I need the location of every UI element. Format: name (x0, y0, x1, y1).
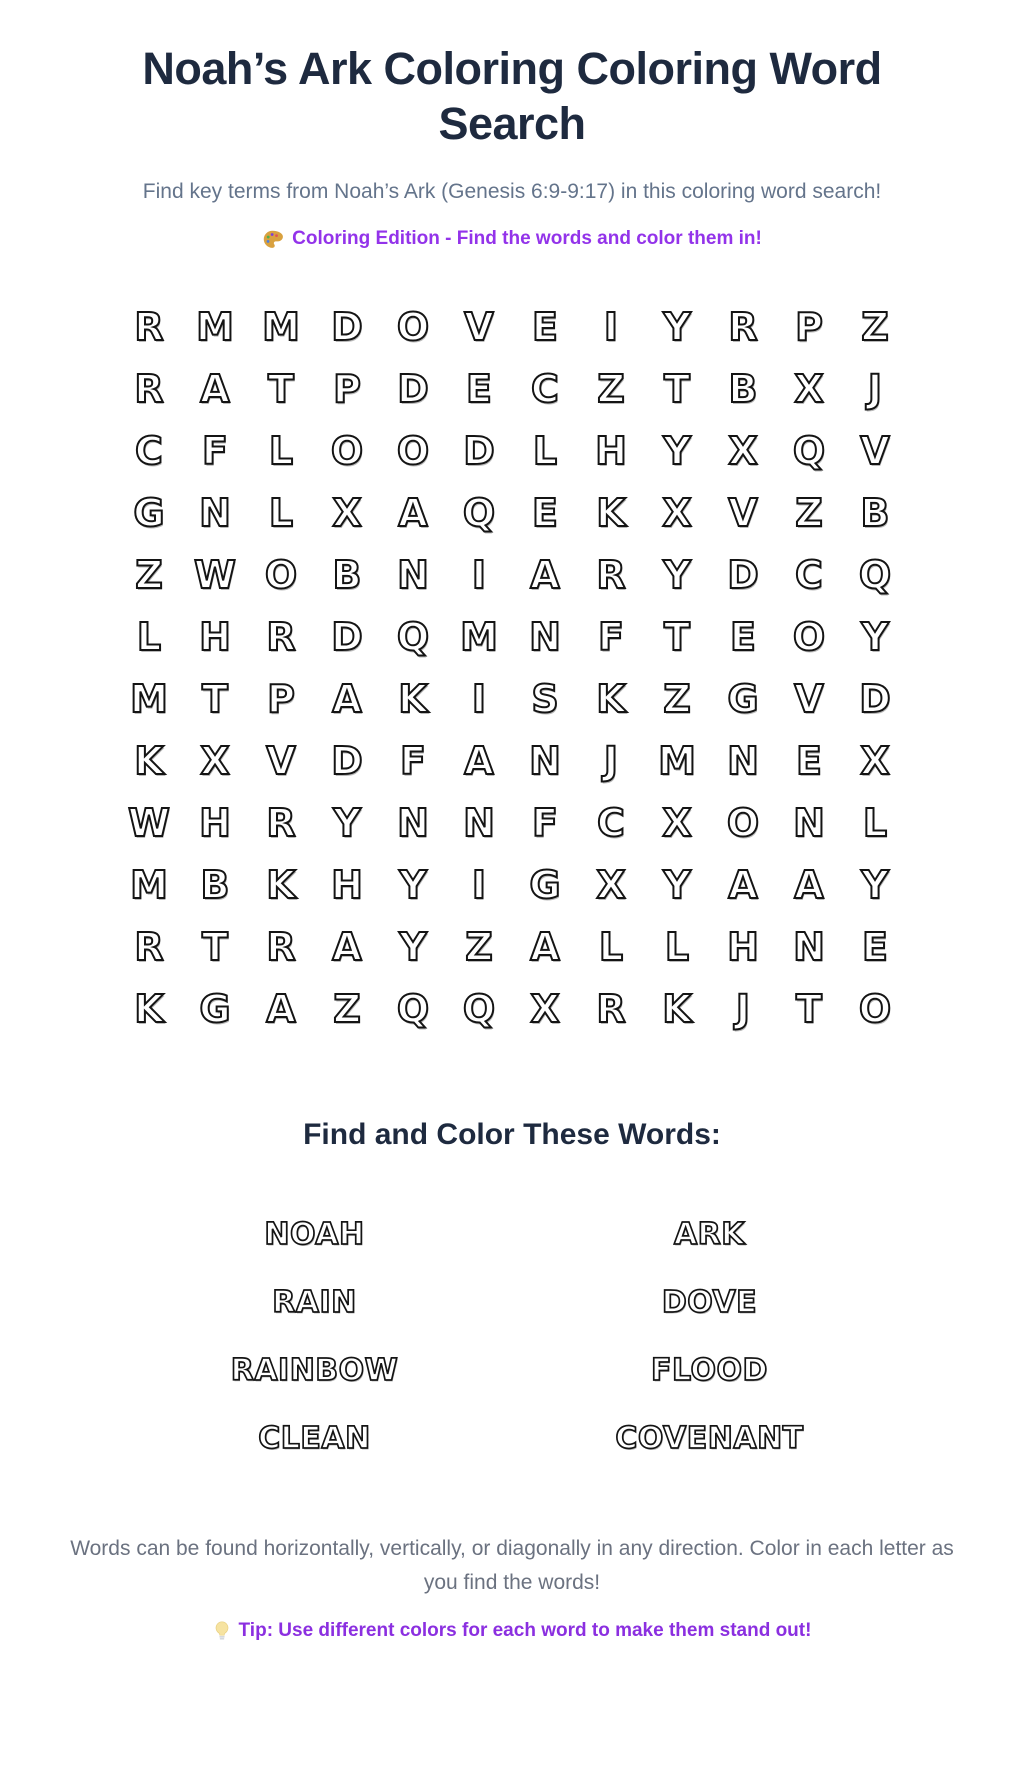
grid-letter[interactable]: Q (462, 987, 496, 1032)
grid-letter[interactable]: N (397, 553, 429, 598)
grid-letter[interactable]: K (134, 987, 164, 1032)
grid-letter[interactable]: Q (462, 491, 496, 536)
grid-letter[interactable]: R (266, 801, 296, 846)
grid-letter[interactable]: X (860, 739, 890, 784)
grid-letter[interactable]: O (726, 801, 760, 846)
grid-letter[interactable]: E (532, 305, 558, 350)
grid-letter[interactable]: B (728, 367, 758, 412)
grid-letter[interactable]: R (266, 925, 296, 970)
grid-letter[interactable]: H (331, 863, 363, 908)
grid-letter[interactable]: N (727, 739, 759, 784)
grid-letter[interactable]: P (267, 677, 295, 722)
grid-letter[interactable]: H (199, 615, 231, 660)
grid-letter[interactable]: N (529, 615, 561, 660)
grid-letter[interactable]: G (727, 677, 759, 722)
word-item: CLEAN (258, 1420, 371, 1456)
grid-letter[interactable]: F (598, 615, 624, 660)
grid-letter[interactable]: F (532, 801, 558, 846)
grid-letter[interactable]: E (730, 615, 756, 660)
lightbulb-icon (213, 1621, 231, 1641)
grid-letter[interactable]: C (135, 429, 163, 474)
grid-letter[interactable]: D (859, 677, 891, 722)
grid-letter[interactable]: D (331, 305, 363, 350)
grid-letter[interactable]: X (728, 429, 758, 474)
grid-letter[interactable]: X (794, 367, 824, 412)
grid-letter[interactable]: X (200, 739, 230, 784)
grid-letter[interactable]: O (792, 615, 826, 660)
tip-note (0, 1620, 1024, 1642)
grid-letter[interactable]: Z (135, 553, 163, 598)
grid-letter[interactable]: Y (399, 925, 427, 970)
grid-letter[interactable]: A (200, 367, 230, 412)
grid-letter[interactable]: E (862, 925, 888, 970)
grid-letter[interactable]: O (858, 987, 892, 1032)
grid-letter[interactable]: P (333, 367, 361, 412)
grid-letter[interactable]: R (728, 305, 758, 350)
grid-letter[interactable]: V (464, 305, 494, 350)
grid-letter[interactable]: R (596, 553, 626, 598)
grid-letter[interactable]: E (466, 367, 492, 412)
grid-letter[interactable]: D (397, 367, 429, 412)
coloring-edition-note (0, 228, 1024, 250)
grid-letter[interactable]: A (266, 987, 296, 1032)
word-item: NOAH (264, 1216, 365, 1252)
grid-letter[interactable]: J (735, 987, 751, 1032)
grid-letter[interactable]: O (396, 429, 430, 474)
grid-letter[interactable]: X (332, 491, 362, 536)
grid-letter[interactable]: R (134, 367, 164, 412)
grid-letter[interactable]: H (595, 429, 627, 474)
grid-letter[interactable]: K (596, 491, 626, 536)
grid-letter[interactable]: X (530, 987, 560, 1032)
grid-letter[interactable]: K (662, 987, 692, 1032)
grid-letter[interactable]: Y (333, 801, 361, 846)
grid-letter[interactable]: Y (663, 429, 691, 474)
grid-letter[interactable]: H (727, 925, 759, 970)
grid-letter[interactable]: Y (663, 553, 691, 598)
grid-letter[interactable]: Y (663, 863, 691, 908)
grid-letter[interactable]: J (867, 367, 883, 412)
grid-letter[interactable]: X (662, 491, 692, 536)
page-subtitle: Find key terms from Noah’s Ark (Genesis 6:9-9:17) in this coloring word search! (142, 179, 882, 203)
word-item: FLOOD (651, 1352, 768, 1388)
grid-letter[interactable]: A (332, 677, 362, 722)
grid-letter[interactable]: H (199, 801, 231, 846)
grid-letter[interactable]: M (658, 739, 696, 784)
grid-letter[interactable]: N (199, 491, 231, 536)
grid-letter[interactable]: D (727, 553, 759, 598)
grid-letter[interactable]: L (532, 429, 558, 474)
grid-letter[interactable]: Q (792, 429, 826, 474)
word-list (117, 1200, 907, 1472)
grid-letter[interactable]: N (529, 739, 561, 784)
grid-letter[interactable]: L (664, 925, 690, 970)
grid-letter[interactable]: E (532, 491, 558, 536)
grid-letter[interactable]: J (603, 739, 619, 784)
grid-letter[interactable]: I (471, 677, 487, 722)
grid-letter[interactable]: G (529, 863, 561, 908)
grid-letter[interactable]: Z (597, 367, 625, 412)
grid-letter[interactable]: T (796, 987, 822, 1032)
grid-letter[interactable]: B (332, 553, 362, 598)
grid-letter[interactable]: F (400, 739, 426, 784)
grid-letter[interactable]: C (597, 801, 625, 846)
grid-letter[interactable]: T (202, 677, 228, 722)
grid-letter[interactable]: T (202, 925, 228, 970)
grid-letter[interactable]: Z (795, 491, 823, 536)
grid-letter[interactable]: R (596, 987, 626, 1032)
grid-letter[interactable]: L (862, 801, 888, 846)
grid-letter[interactable]: T (664, 615, 690, 660)
grid-letter[interactable]: L (136, 615, 162, 660)
grid-letter[interactable]: A (464, 739, 494, 784)
grid-letter[interactable]: V (860, 429, 890, 474)
grid-letter[interactable]: C (531, 367, 559, 412)
grid-letter[interactable]: N (793, 925, 825, 970)
grid-letter[interactable]: T (664, 367, 690, 412)
grid-letter[interactable]: D (331, 739, 363, 784)
grid-letter[interactable]: R (134, 305, 164, 350)
word-item: RAINBOW (230, 1352, 399, 1388)
grid-letter[interactable]: M (130, 863, 168, 908)
grid-letter[interactable]: K (596, 677, 626, 722)
grid-letter[interactable]: A (398, 491, 428, 536)
grid-letter[interactable]: M (262, 305, 300, 350)
grid-letter[interactable]: Q (396, 615, 430, 660)
grid-letter[interactable]: N (397, 801, 429, 846)
grid-letter[interactable]: K (398, 677, 428, 722)
grid-letter[interactable]: Y (399, 863, 427, 908)
grid-letter[interactable]: W (128, 801, 170, 846)
grid-letter[interactable]: O (264, 553, 298, 598)
grid-letter[interactable]: T (268, 367, 294, 412)
grid-letter[interactable]: P (795, 305, 823, 350)
grid-letter[interactable]: N (793, 801, 825, 846)
word-item: RAIN (272, 1284, 357, 1320)
grid-letter[interactable]: Z (861, 305, 889, 350)
grid-letter[interactable]: S (531, 677, 559, 722)
grid-letter[interactable]: A (530, 925, 560, 970)
grid-letter[interactable]: I (471, 553, 487, 598)
grid-letter[interactable]: K (134, 739, 164, 784)
grid-letter[interactable]: L (268, 491, 294, 536)
grid-letter[interactable]: R (134, 925, 164, 970)
grid-letter[interactable]: R (266, 615, 296, 660)
grid-letter[interactable]: W (194, 553, 236, 598)
palette-icon (262, 229, 283, 250)
grid-letter[interactable]: F (202, 429, 228, 474)
grid-letter[interactable]: E (796, 739, 822, 784)
grid-letter[interactable]: Y (663, 305, 691, 350)
grid-letter[interactable]: A (794, 863, 824, 908)
grid-letter[interactable]: O (396, 305, 430, 350)
grid-letter[interactable]: Z (465, 925, 493, 970)
grid-letter[interactable]: A (332, 925, 362, 970)
grid-letter[interactable]: B (860, 491, 890, 536)
grid-letter[interactable]: X (662, 801, 692, 846)
grid-letter[interactable]: A (530, 553, 560, 598)
grid-letter[interactable]: I (603, 305, 619, 350)
grid-letter[interactable]: D (463, 429, 495, 474)
grid-letter[interactable]: M (460, 615, 498, 660)
grid-letter[interactable]: L (268, 429, 294, 474)
grid-letter[interactable]: D (331, 615, 363, 660)
grid-letter[interactable]: X (596, 863, 626, 908)
word-item: COVENANT (615, 1420, 804, 1456)
grid-letter[interactable]: Y (861, 863, 889, 908)
grid-letter[interactable]: Q (858, 553, 892, 598)
page-title: Noah’s Ark Coloring Coloring Word Search (142, 43, 882, 149)
grid-letter[interactable]: G (133, 491, 165, 536)
letter-grid (0, 296, 1024, 1040)
grid-letter[interactable]: M (130, 677, 168, 722)
coloring-edition-text: Coloring Edition - Find the words and color them in! (292, 228, 762, 250)
word-list-heading: Find and Color These Words: (303, 1118, 721, 1152)
grid-letter[interactable]: C (795, 553, 823, 598)
tip-text: Tip: Use different colors for each word to make them stand out! (238, 1619, 812, 1641)
grid-letter[interactable]: V (794, 677, 824, 722)
grid-letter[interactable]: N (463, 801, 495, 846)
grid-letter[interactable]: K (266, 863, 296, 908)
grid-letter[interactable]: Y (861, 615, 889, 660)
word-item: ARK (673, 1216, 746, 1252)
instructions-text: Words can be found horizontally, vertically, or diagonally in any direction. Color in each letter as you find the words! (70, 1537, 954, 1594)
grid-letter[interactable]: A (728, 863, 758, 908)
grid-letter[interactable]: B (200, 863, 230, 908)
grid-letter[interactable]: L (598, 925, 624, 970)
grid-letter[interactable]: Z (663, 677, 691, 722)
grid-letter[interactable]: I (471, 863, 487, 908)
grid-letter[interactable]: G (199, 987, 231, 1032)
grid-letter[interactable]: V (728, 491, 758, 536)
grid-letter[interactable]: V (266, 739, 296, 784)
word-item: DOVE (661, 1284, 758, 1320)
grid-letter[interactable]: M (196, 305, 234, 350)
grid-letter[interactable]: Q (396, 987, 430, 1032)
grid-letter[interactable]: Z (333, 987, 361, 1032)
grid-letter[interactable]: O (330, 429, 364, 474)
